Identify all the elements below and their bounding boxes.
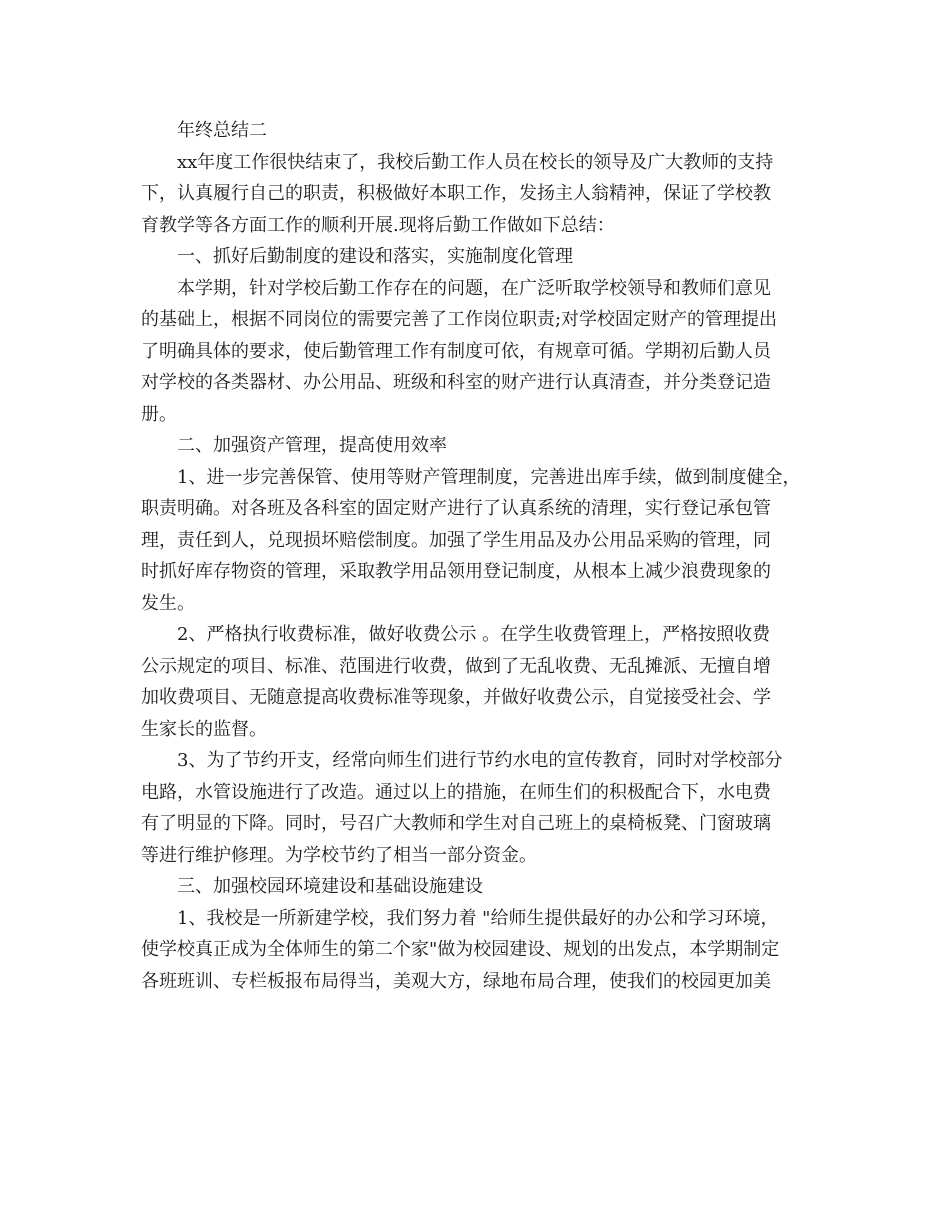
text-line: 发生。	[141, 592, 195, 614]
text-line: 有了明显的下降。同时，号召广大教师和学生对自己班上的桌椅板凳、门窗玻璃	[141, 813, 771, 834]
text-line: 本学期，针对学校后勤工作存在的问题，在广泛听取学校领导和教师们意见	[177, 277, 771, 299]
text-line: 等进行维护修理。为学校节约了相当一部分资金。	[141, 844, 537, 866]
text-line: 公示规定的项目、标准、范围进行收费，做到了无乱收费、无乱摊派、无擅自增	[141, 655, 771, 677]
text-line: xx年度工作很快结束了，我校后勤工作人员在校长的领导及广大教师的支持	[177, 151, 774, 173]
section-heading: 三、加强校园环境建设和基础设施建设	[177, 876, 483, 897]
document-title: 年终总结二	[177, 120, 267, 141]
text-line: 了明确具体的要求，使后勤管理工作有制度可依，有规章可循。学期初后勤人员	[141, 340, 771, 362]
text-line: 职责明确。对各班及各科室的固定财产进行了认真系统的清理，实行登记承包管	[141, 498, 771, 519]
text-line: 加收费项目、无随意提高收费标准等现象，并做好收费公示，自觉接受社会、学	[141, 687, 771, 708]
section-heading: 一、抓好后勤制度的建设和落实，实施制度化管理	[177, 246, 573, 267]
text-line: 3、为了节约开支，经常向师生们进行节约水电的宣传教育，同时对学校部分	[177, 750, 783, 771]
text-line: 电路，水管设施进行了改造。通过以上的措施，在师生们的积极配合下，水电费	[141, 781, 771, 803]
text-line: 生家长的监督。	[141, 718, 267, 740]
text-line: 2、严格执行收费标准，做好收费公示 。在学生收费管理上，严格按照收费	[177, 624, 771, 645]
text-line: 下，认真履行自己的职责，积极做好本职工作，发扬主人翁精神，保证了学校教	[141, 183, 771, 204]
text-line: 育教学等各方面工作的顺利开展.现将后勤工作做如下总结：	[141, 214, 615, 236]
text-line: 的基础上，根据不同岗位的需要完善了工作岗位职责;对学校固定财产的管理提出	[141, 309, 778, 330]
text-line: 各班班训、专栏板报布局得当，美观大方，绿地布局合理，使我们的校园更加美	[141, 970, 771, 992]
text-line: 对学校的各类器材、办公用品、班级和科室的财产进行认真清查，并分类登记造	[141, 372, 771, 393]
text-line: 使学校真正成为全体师生的第二个家"做为校园建设、规划的出发点，本学期制定	[141, 939, 780, 960]
text-line: 1、我校是一所新建学校，我们努力着 "给师生提供最好的办公和学习环境，	[177, 907, 779, 929]
section-heading: 二、加强资产管理，提高使用效率	[177, 435, 447, 456]
text-line: 1、进一步完善保管、使用等财产管理制度，完善进出库手续，做到制度健全，	[177, 466, 801, 488]
text-line: 册。	[141, 403, 177, 425]
text-line: 理，责任到人，兑现损坏赔偿制度。加强了学生用品及办公用品采购的管理，同	[141, 529, 771, 551]
text-line: 时抓好库存物资的管理，采取教学用品领用登记制度，从根本上减少浪费现象的	[141, 561, 771, 582]
document-body	[141, 115, 821, 997]
